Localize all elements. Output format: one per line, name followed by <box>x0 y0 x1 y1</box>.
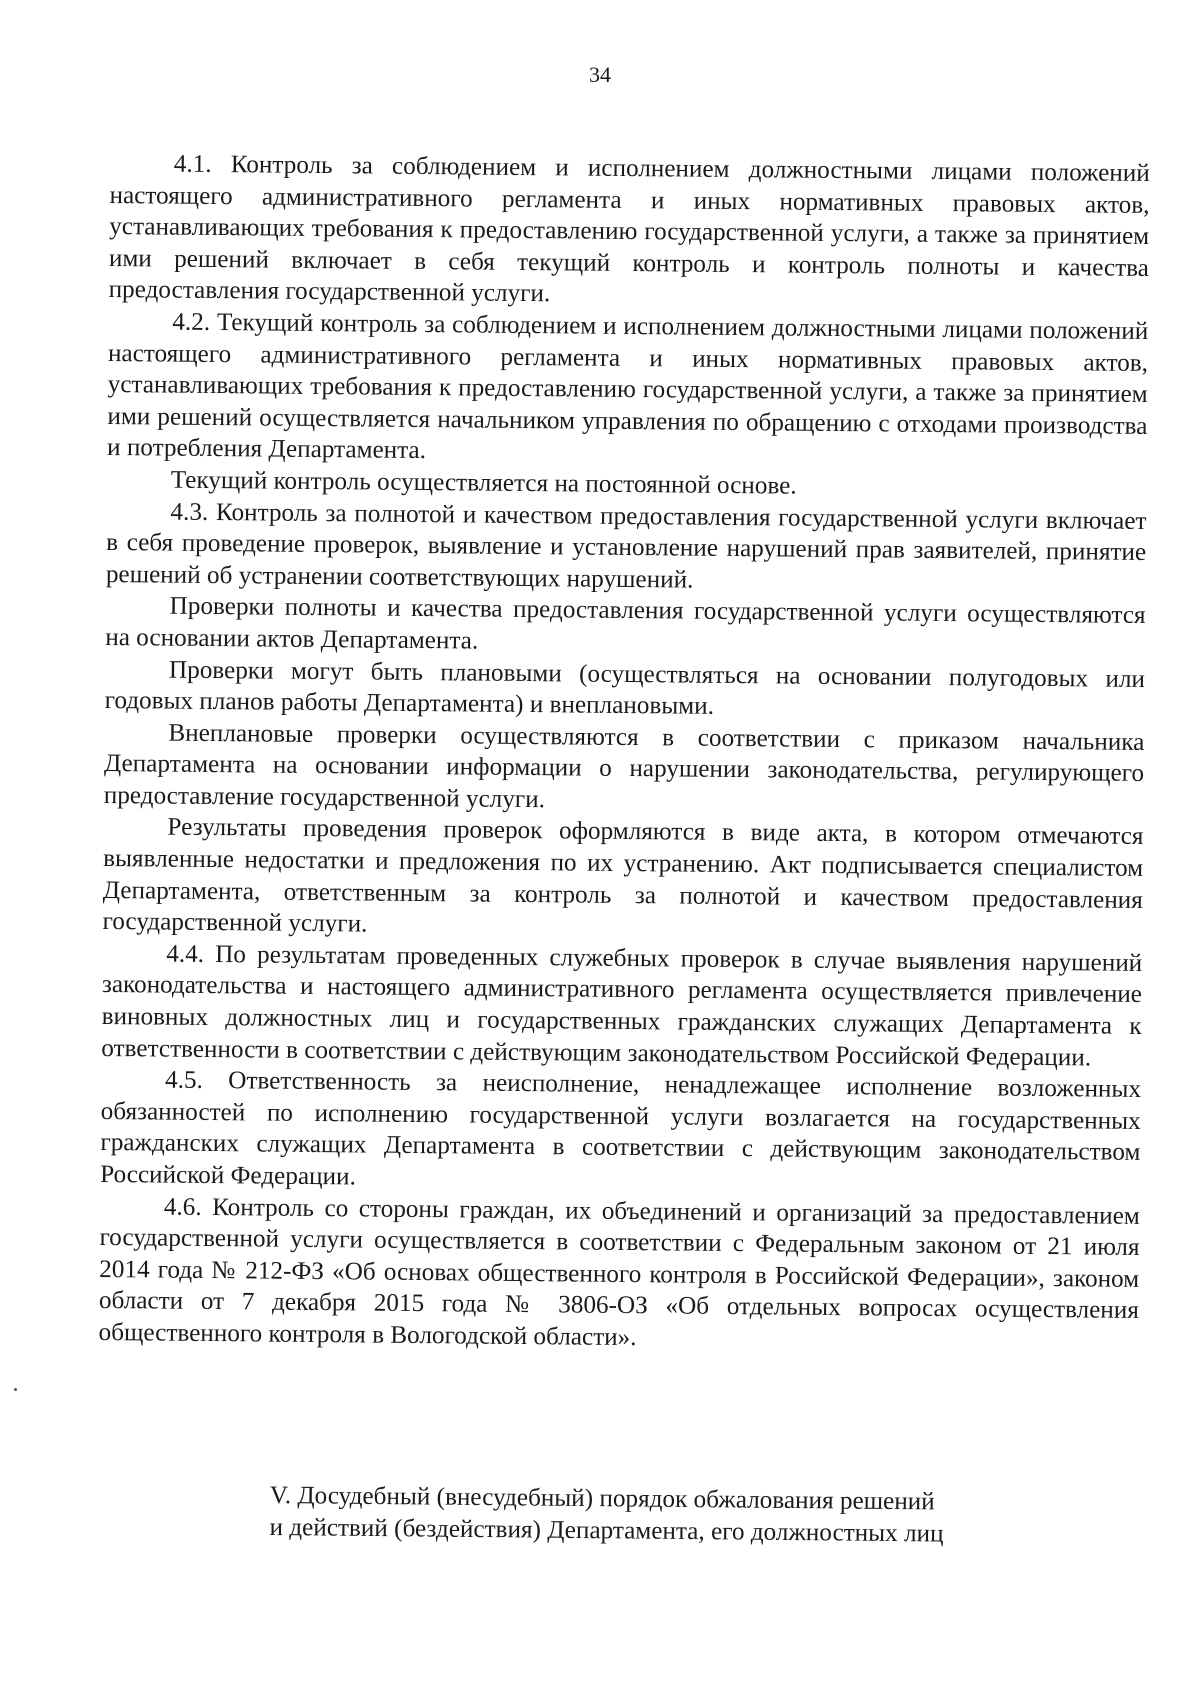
paragraph-inspection-results: Результаты проведения проверок оформляются в виде акта, в котором отмечаются выявленные недостатки и предложения по их устранению. Акт подписывается специалистом Департамента, ответственным за контроль за полнотой и качеством предоставления государственной услуги. <box>102 814 1144 938</box>
paragraph-4-6: 4.6. Контроль со стороны граждан, их объединений и организаций за предоставлением государственной услуги осуществляется в соответствии с Федеральным законом от 21 июля 2014 года № 212-ФЗ «Об основах общественного контроля в Российской Федерации», законом области от 7 декабря 2015 года № 3806-ОЗ «Об отдельных вопросах осуществления общественного контроля в Вологодской области». <box>98 1193 1140 1352</box>
paragraph-4-4: 4.4. По результатам проведенных служебных проверок в случае выявления нарушений законодательства и настоящего административного регламента осуществляется привлечение виновных должностных лиц и государственных гражданских служащих Департамента к ответственности в соответствии с действующим законодательством Российской Федерации. <box>101 940 1143 1072</box>
section-heading-line-1: V. Досудебный (внесудебный) порядок обжалования решений <box>269 1481 935 1516</box>
section-heading <box>269 1480 1030 1551</box>
paragraph-current-control: Текущий контроль осуществляется на постоянной основе. <box>170 466 797 500</box>
scan-speck <box>14 1388 17 1391</box>
paragraph-inspections-basis: Проверки полноты и качества предоставления государственной услуги осуществляются на основании актов Департамента. <box>105 592 1146 655</box>
paragraph-4-1: 4.1. Контроль за соблюдением и исполнением должностными лицами положений настоящего административного регламента и иных нормативных правовых актов, устанавливающих требования к предоставлению государственной услуги, а также за принятием ими решений включает в себя текущий контроль и контроль полноты и качества предоставления государственной услуги. <box>108 150 1150 308</box>
section-heading-line-2: и действий (бездействия) Департамента, его должностных лиц <box>269 1513 944 1548</box>
paragraph-4-5: 4.5. Ответственность за неисполнение, ненадлежащее исполнение возложенных обязанностей по исполнению государственной услуги возлагается на государственных гражданских служащих Департамента в соответствии с действующим законодательством Российской Федерации. <box>100 1066 1142 1191</box>
document-body <box>98 148 1149 1358</box>
paragraph-4-2: 4.2. Текущий контроль за соблюдением и исполнением должностными лицами положений настоящего административного регламента и иных нормативных правовых актов, устанавливающих требования к предоставлению государственной услуги, а также за принятием ими решений осуществляется начальником управления по обращению с отходами производства и потребления Департамента. <box>106 308 1149 465</box>
paragraph-inspections-planned: Проверки могут быть плановыми (осуществляться на основании полугодовых или годовых планов работы Департамента) и внеплановыми. <box>104 656 1146 720</box>
paragraph-unscheduled-inspections: Внеплановые проверки осуществляются в соответствии с приказом начальника Департамента на основании информации о нарушении законодательства, регулирующего предоставление государственной услуги. <box>103 719 1145 814</box>
paragraph-4-3: 4.3. Контроль за полнотой и качеством предоставления государственной услуги включает в себя проведение проверок, выявление и установление нарушений прав заявителей, принятие решений об устранении соответствующих нарушений. <box>105 498 1147 594</box>
page-number: 34 <box>589 62 611 87</box>
